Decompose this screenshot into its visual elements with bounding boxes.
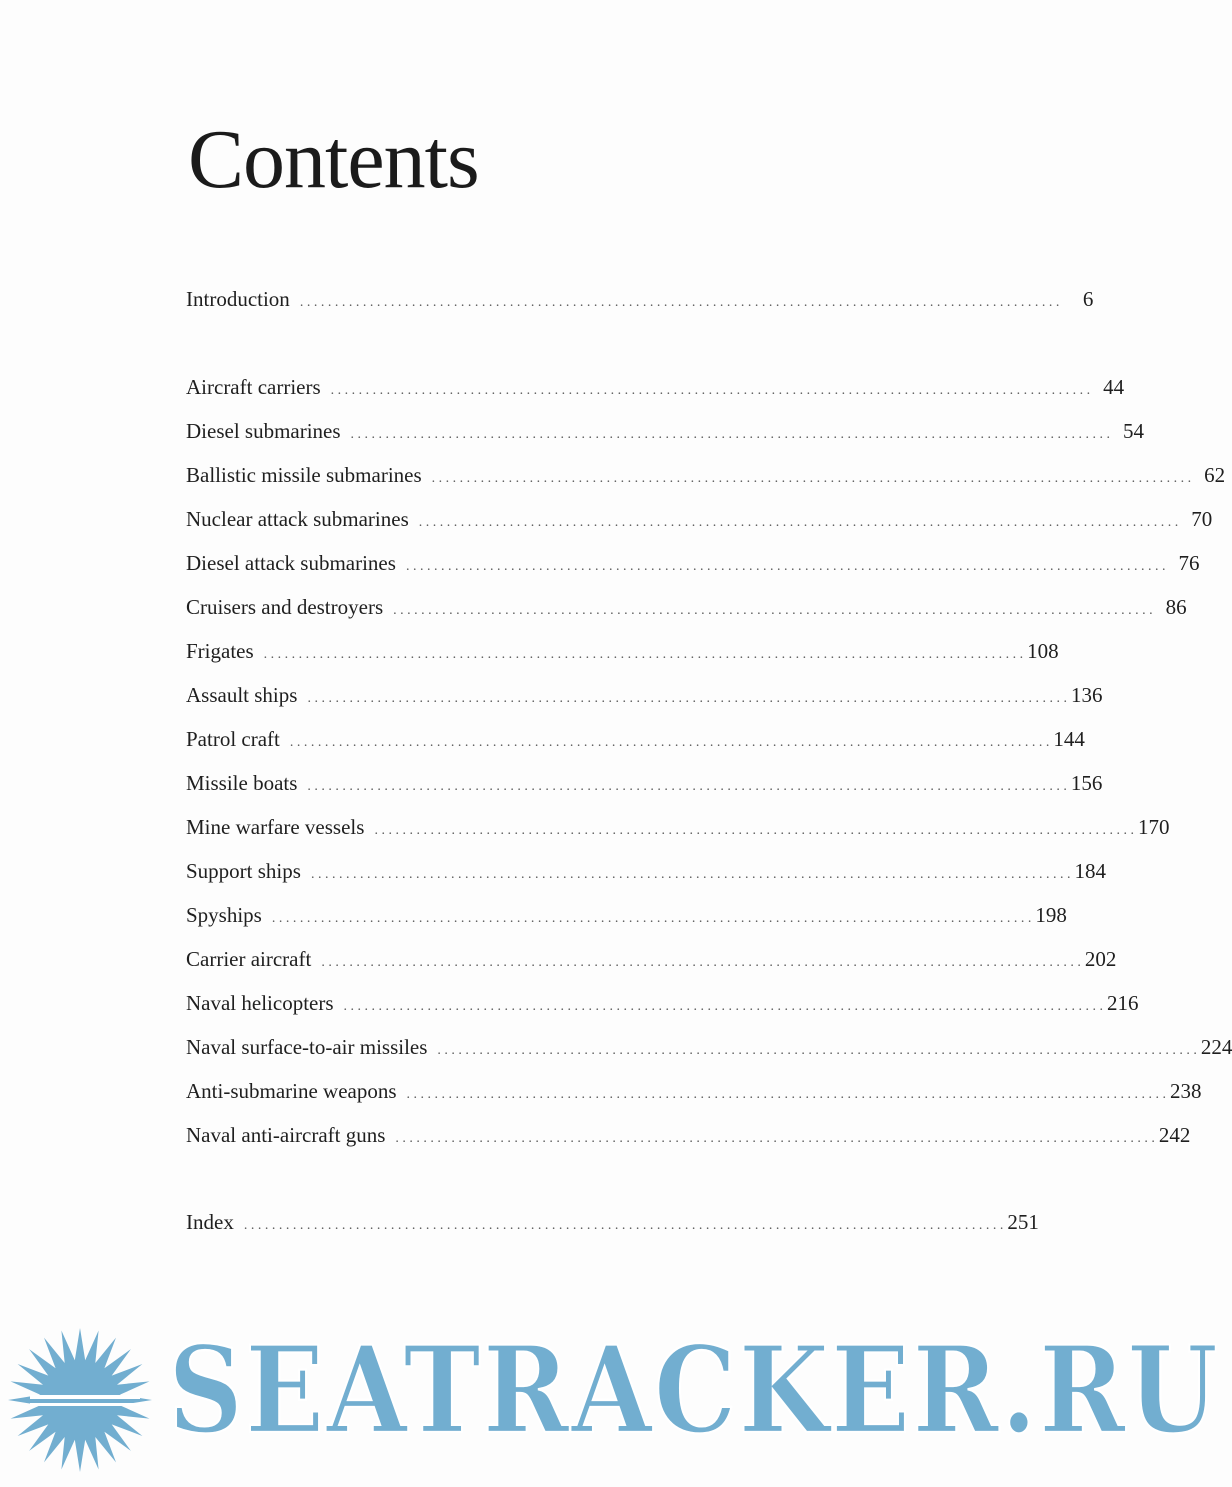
toc-entry[interactable] [186, 1025, 1232, 1069]
toc-entry[interactable] [186, 761, 1103, 805]
toc-entry[interactable] [186, 541, 1200, 585]
toc-entry-label: Diesel attack submarines [186, 551, 396, 575]
toc-entry-page: 62 [1204, 463, 1226, 487]
toc-chapters-section [186, 365, 1232, 1157]
toc-entry-page: 108 [1027, 639, 1059, 663]
toc-leader-dots [393, 589, 1153, 633]
toc-leader-dots [264, 633, 1024, 677]
toc-entry-label: Introduction [186, 287, 290, 311]
toc-entry[interactable] [186, 629, 1059, 673]
toc-entry-page: 170 [1137, 815, 1170, 839]
toc-leader-dots [307, 677, 1067, 721]
toc-entry-label: Naval anti-aircraft guns [186, 1123, 386, 1147]
toc-entry-page: 184 [1074, 859, 1106, 883]
toc-leader-dots [437, 1029, 1197, 1073]
toc-leader-dots [374, 809, 1134, 853]
toc-entry-page: 144 [1053, 727, 1085, 751]
toc-index-section [186, 1200, 1039, 1244]
watermark [0, 1319, 1221, 1475]
toc-entry-label: Spyships [186, 903, 262, 927]
toc-entry-page: 198 [1035, 903, 1067, 927]
toc-entry[interactable] [186, 497, 1213, 541]
toc-entry[interactable] [186, 453, 1226, 497]
toc-intro-section [186, 277, 1094, 321]
toc-entry[interactable] [186, 1113, 1191, 1157]
toc-entry-label: Ballistic missile submarines [186, 463, 422, 487]
toc-entry-page: 251 [1007, 1210, 1039, 1234]
toc-leader-dots [344, 985, 1104, 1029]
watermark-text: SEATRACKER.RU [168, 1319, 1221, 1461]
toc-leader-dots [395, 1117, 1155, 1161]
toc-leader-dots [419, 501, 1179, 545]
toc-entry-label: Cruisers and destroyers [186, 595, 384, 619]
toc-leader-dots [432, 457, 1192, 501]
toc-entry-label: Support ships [186, 859, 301, 883]
toc-leader-dots [331, 369, 1091, 413]
toc-entry-page: 54 [1123, 419, 1145, 443]
toc-entry-page: 202 [1084, 947, 1117, 971]
toc-entry-label: Nuclear attack submarines [186, 507, 409, 531]
sun-burst-icon [0, 1325, 165, 1475]
toc-entry[interactable] [186, 409, 1145, 453]
toc-leader-dots [407, 1073, 1167, 1117]
page-title: Contents [188, 113, 479, 206]
toc-entry-page: 6 [1082, 287, 1094, 311]
toc-entry[interactable] [186, 585, 1187, 629]
toc-leader-dots [307, 765, 1067, 809]
toc-leader-dots [311, 853, 1071, 897]
toc-entry-page: 156 [1070, 771, 1103, 795]
toc-entry-page: 224 [1200, 1035, 1232, 1059]
toc-entry-page: 44 [1103, 375, 1125, 399]
toc-entry-label: Naval helicopters [186, 991, 334, 1015]
toc-entry-label: Frigates [186, 639, 254, 663]
toc-entry[interactable] [186, 365, 1125, 409]
toc-entry-label: Naval surface-to-air missiles [186, 1035, 428, 1059]
toc-entry-page: 238 [1170, 1079, 1202, 1103]
toc-leader-dots [272, 897, 1032, 941]
toc-entry[interactable] [186, 805, 1170, 849]
toc-entry-page: 136 [1070, 683, 1103, 707]
toc-entry[interactable] [186, 1069, 1202, 1113]
toc-leader-dots [300, 281, 1060, 325]
toc-entry[interactable] [186, 277, 1094, 321]
toc-entry[interactable] [186, 937, 1117, 981]
toc-leader-dots [406, 545, 1166, 589]
toc-entry-page: 216 [1107, 991, 1139, 1015]
toc-entry-label: Assault ships [186, 683, 298, 707]
toc-entry-label: Anti-submarine weapons [186, 1079, 397, 1103]
toc-entry[interactable] [186, 1200, 1039, 1244]
toc-entry-page: 86 [1165, 595, 1187, 619]
toc-entry-label: Aircraft carriers [186, 375, 321, 399]
toc-entry[interactable] [186, 981, 1139, 1025]
toc-leader-dots [351, 413, 1111, 457]
toc-entry[interactable] [186, 717, 1085, 761]
toc-leader-dots [290, 721, 1050, 765]
toc-entry-label: Mine warfare vessels [186, 815, 365, 839]
toc-entry-label: Carrier aircraft [186, 947, 312, 971]
toc-entry-label: Patrol craft [186, 727, 280, 751]
toc-entry-label: Diesel submarines [186, 419, 341, 443]
toc-entry[interactable] [186, 893, 1067, 937]
toc-entry-label: Missile boats [186, 771, 298, 795]
toc-entry-page: 70 [1191, 507, 1213, 531]
toc-entry-label: Index [186, 1210, 234, 1234]
toc-entry-page: 242 [1158, 1123, 1191, 1147]
toc-leader-dots [321, 941, 1081, 985]
toc-entry[interactable] [186, 673, 1103, 717]
toc-leader-dots [244, 1204, 1004, 1248]
toc-entry-page: 76 [1178, 551, 1200, 575]
toc-entry[interactable] [186, 849, 1106, 893]
